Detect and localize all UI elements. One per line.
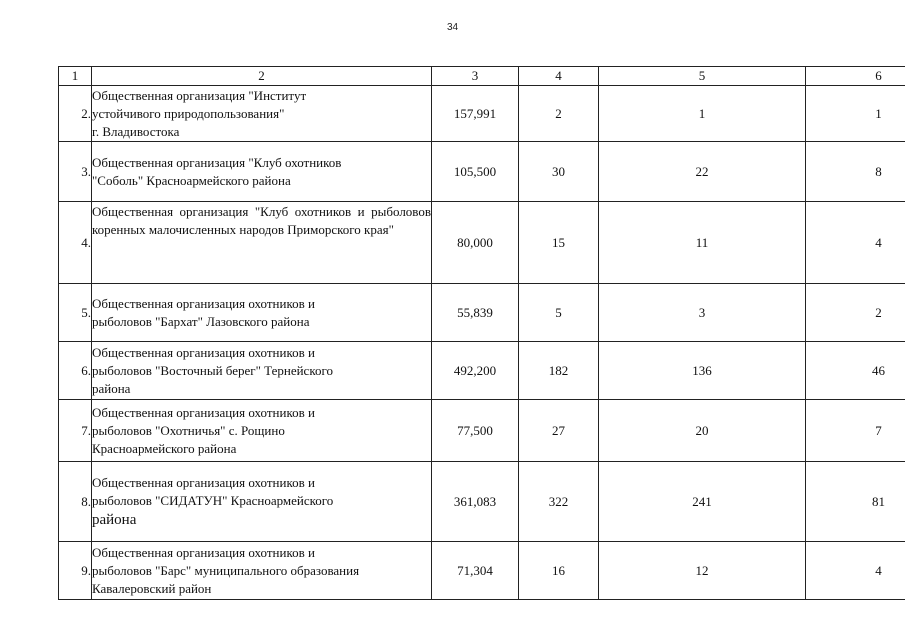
organization-name <box>92 542 432 600</box>
table-row <box>59 342 905 400</box>
row-number: 9. <box>59 542 92 600</box>
col4-value: 2 <box>519 86 599 142</box>
name-line: района <box>92 380 131 396</box>
page-number: 34 <box>446 22 459 33</box>
name-line: г. Владивостока <box>92 123 180 139</box>
col4-value: 27 <box>519 400 599 462</box>
header-cell: 4 <box>519 67 599 86</box>
table-row <box>59 142 905 202</box>
col6-value: 4 <box>806 542 905 600</box>
col5-value: 11 <box>599 202 806 284</box>
col4-value: 5 <box>519 284 599 342</box>
name-line: рыболовов "Восточный берег" Тернейского <box>92 362 333 378</box>
table-row <box>59 400 905 462</box>
col3-value: 55,839 <box>432 284 519 342</box>
row-number: 4. <box>59 202 92 284</box>
table-row <box>59 462 905 542</box>
col4-value: 182 <box>519 342 599 400</box>
name-line: Кавалеровский район <box>92 580 212 596</box>
row-number: 3. <box>59 142 92 202</box>
col6-value: 1 <box>806 86 905 142</box>
organization-name <box>92 142 432 202</box>
col3-value: 77,500 <box>432 400 519 462</box>
col6-value: 81 <box>806 462 905 542</box>
name-line: Общественная организация охотников и <box>92 474 315 490</box>
row-number: 6. <box>59 342 92 400</box>
organization-name <box>92 86 432 142</box>
col5-value: 241 <box>599 462 806 542</box>
header-cell: 2 <box>92 67 432 86</box>
data-table <box>58 66 905 600</box>
col5-value: 22 <box>599 142 806 202</box>
organization-name <box>92 462 432 542</box>
name-line: Общественная организация охотников и <box>92 295 315 311</box>
col6-value: 8 <box>806 142 905 202</box>
name-line: Общественная организация "Клуб охотников <box>92 154 342 170</box>
header-cell: 5 <box>599 67 806 86</box>
col4-value: 16 <box>519 542 599 600</box>
col5-value: 12 <box>599 542 806 600</box>
col4-value: 30 <box>519 142 599 202</box>
col5-value: 20 <box>599 400 806 462</box>
header-cell: 3 <box>432 67 519 86</box>
name-line: Общественная организация охотников и <box>92 344 315 360</box>
organization-name <box>92 342 432 400</box>
name-line: Общественная организация охотников и <box>92 404 315 420</box>
table-header-row <box>59 67 905 86</box>
col4-value: 15 <box>519 202 599 284</box>
name-line: Общественная организация "Институт <box>92 87 307 103</box>
col5-value: 136 <box>599 342 806 400</box>
name-line: устойчивого природопользования" <box>92 105 285 121</box>
col3-value: 105,500 <box>432 142 519 202</box>
col3-value: 157,991 <box>432 86 519 142</box>
col3-value: 71,304 <box>432 542 519 600</box>
organization-name <box>92 284 432 342</box>
col6-value: 46 <box>806 342 905 400</box>
col3-value: 80,000 <box>432 202 519 284</box>
name-line: района <box>92 511 137 528</box>
col3-value: 492,200 <box>432 342 519 400</box>
col3-value: 361,083 <box>432 462 519 542</box>
organization-name <box>92 400 432 462</box>
organization-name: Общественная организация "Клуб охотников и рыболовов коренных малочисленных народов Приморского края" <box>92 202 432 284</box>
col6-value: 7 <box>806 400 905 462</box>
name-line: рыболовов "Охотничья" с. Рощино <box>92 422 285 438</box>
col5-value: 3 <box>599 284 806 342</box>
name-line: рыболовов "СИДАТУН" Красноармейского <box>92 492 334 508</box>
header-cell: 6 <box>806 67 905 86</box>
col6-value: 4 <box>806 202 905 284</box>
row-number: 5. <box>59 284 92 342</box>
name-line: "Соболь" Красноармейского района <box>92 172 291 188</box>
row-number: 7. <box>59 400 92 462</box>
name-line: Общественная организация охотников и <box>92 544 315 560</box>
table-row <box>59 542 905 600</box>
name-line: рыболовов "Барс" муниципального образования <box>92 562 360 578</box>
table-row <box>59 202 905 284</box>
name-line: рыболовов "Бархат" Лазовского района <box>92 313 310 329</box>
name-line: Красноармейского района <box>92 440 237 456</box>
table-row <box>59 86 905 142</box>
col6-value: 2 <box>806 284 905 342</box>
row-number: 2. <box>59 86 92 142</box>
header-cell: 1 <box>59 67 92 86</box>
row-number: 8. <box>59 462 92 542</box>
table-row <box>59 284 905 342</box>
col5-value: 1 <box>599 86 806 142</box>
col4-value: 322 <box>519 462 599 542</box>
